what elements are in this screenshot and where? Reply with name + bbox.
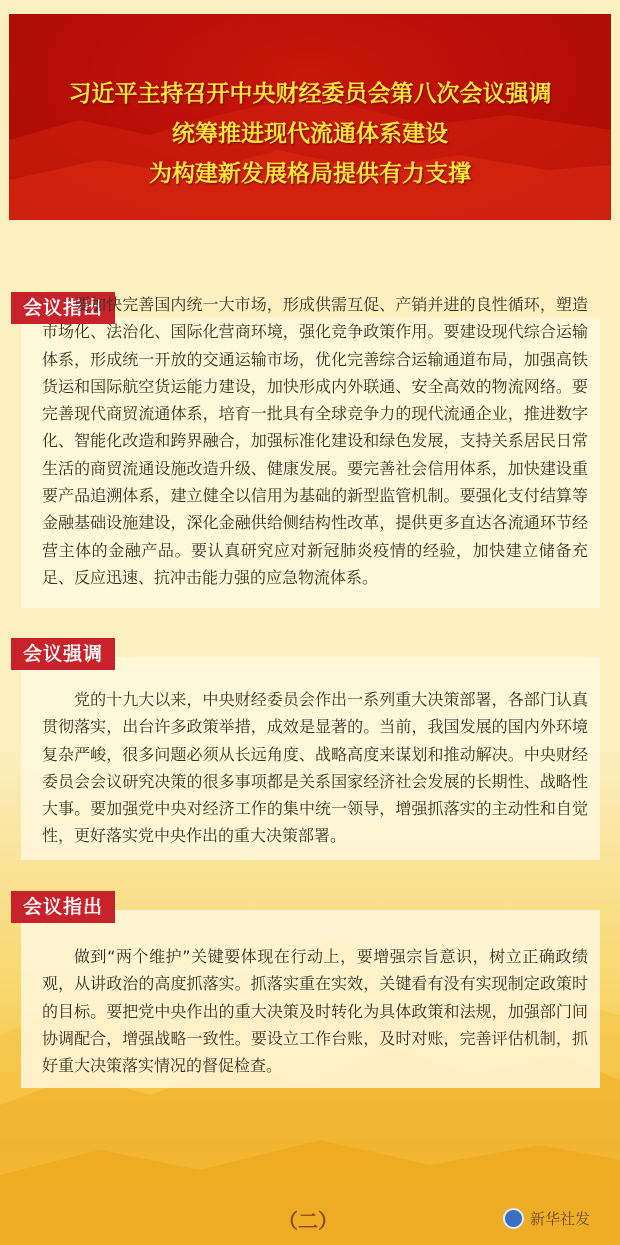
page-title	[9, 74, 611, 194]
title-line-1: 习近平主持召开中央财经委员会第八次会议强调	[68, 81, 552, 107]
section-text-3: 做到“两个维护”关键要体现在行动上，要增强宗旨意识，树立正确政绩观，从讲政治的高度抓落实。抓落实重在实效，关键看有没有实现制定政策时的目标。要把党中央作出的重大决策及时转化为具体政策和法规，加强部门间协调配合，增强战略一致性。要设立工作台账，及时对账，完善评估机制，抓好重大决策落实情况的督促检查。	[42, 947, 588, 1076]
section-tag-1: 会议指出	[11, 292, 115, 324]
section-text-2: 党的十九大以来，中央财经委员会作出一系列重大决策部署，各部门认真贯彻落实，出台许多政策举措，成效是显著的。当前，我国发展的国内外环境复杂严峻，很多问题必须从长远角度、战略高度来谋划和推动解决。中央财经委员会会议研究决策的很多事项都是关系国家经济社会发展的长期性、战略性大事。要加强党中央对经济工作的集中统一领导，增强抓落实的主动性和自觉性，更好落实党中央作出的重大决策部署。	[42, 690, 588, 846]
xinhua-logo-icon	[503, 1208, 524, 1229]
section-text-1: 要加快完善国内统一大市场，形成供需互促、产销并进的良性循环，塑造市场化、法治化、国际化营商环境，强化竞争政策作用。要建设现代综合运输体系，形成统一开放的交通运输市场，优化完善综合运输通道布局，加强高铁货运和国际航空货运能力建设，加快形成内外联通、安全高效的物流网络。要完善现代商贸流通体系，培育一批具有全球竞争力的现代流通企业，推进数字化、智能化改造和跨界融合，加强标准化建设和绿色发展，支持关系居民日常生活的商贸流通设施改造升级、健康发展。要完善社会信用体系，加快建设重要产品追溯体系，建立健全以信用为基础的新型监管机制。要强化支付结算等金融基础设施建设，深化金融供给侧结构性改革，提供更多直达各流通环节经营主体的金融产品。要认真研究应对新冠肺炎疫情的经验，加快建立储备充足、反应迅速、抗冲击能力强的应急物流体系。	[42, 295, 588, 587]
title-line-3: 为构建新发展格局提供有力支撑	[149, 161, 471, 187]
xinhua-logo	[503, 1208, 590, 1229]
page-number: （二）	[278, 1209, 338, 1233]
logo-text: 新华社发	[530, 1210, 591, 1228]
section-tag-3: 会议指出	[11, 891, 115, 923]
section-tag-2: 会议强调	[11, 638, 115, 670]
header-banner	[9, 14, 611, 220]
title-line-2: 统筹推进现代流通体系建设	[172, 121, 448, 147]
